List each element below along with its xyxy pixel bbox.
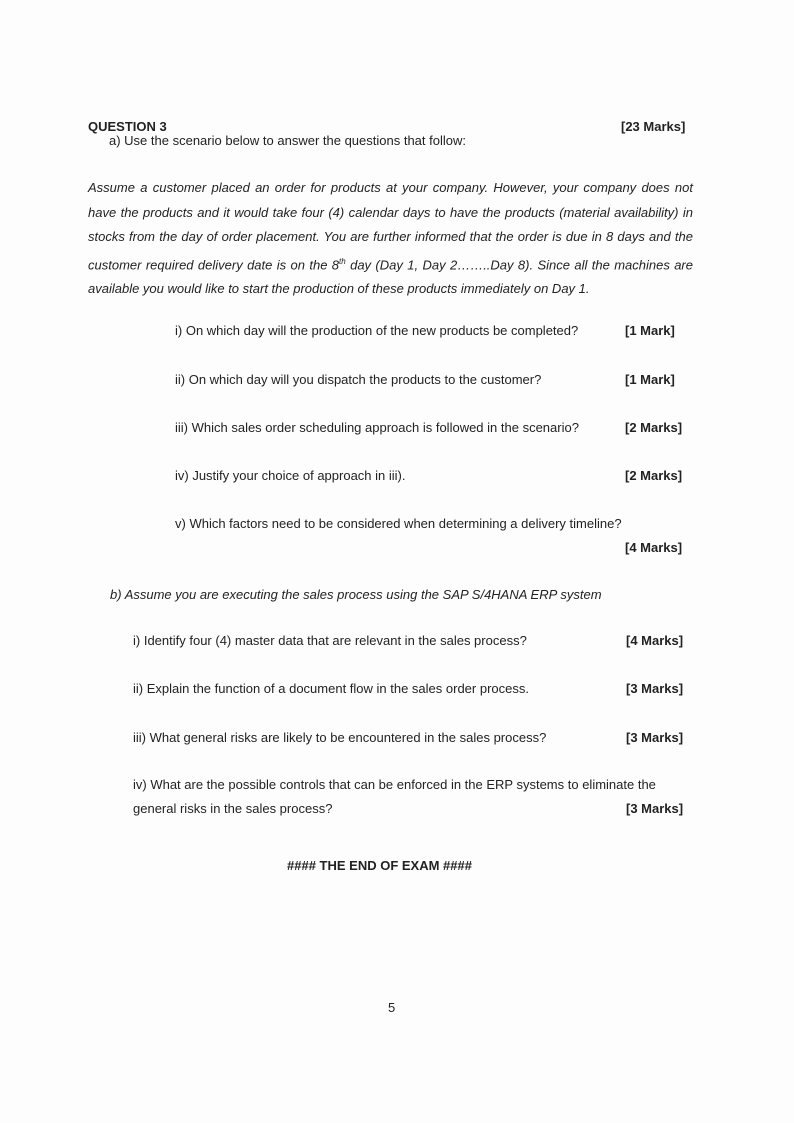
question-b-iv-line1: iv) What are the possible controls that can be enforced in the ERP systems to eliminate the (133, 777, 656, 792)
scenario-text-cont: day (Day 1, Day 2……..Day 8). Since all the machines are available you would like to start the production of these products immediately on Day 1. (88, 256, 693, 297)
marks-b-iii: [3 Marks] (626, 730, 684, 745)
question-a-i: i) On which day will the production of the new products be completed? (175, 323, 579, 338)
marks-b-i: [4 Marks] (626, 633, 684, 648)
question-title: QUESTION 3 (88, 119, 167, 134)
question-a-v: v) Which factors need to be considered when determining a delivery timeline? (175, 516, 622, 531)
question-b-i: i) Identify four (4) master data that are relevant in the sales process? (133, 633, 527, 648)
scenario-paragraph (88, 176, 693, 302)
scenario-text: Assume a customer placed an order for products at your company. However, your company does not have the products and it would take four (4) calendar days to have the products (material availability) in stocks from the day of order placement. You are further informed that the order is due in 8 days and the customer required delivery date is on the 8 (88, 180, 693, 272)
question-b-ii: ii) Explain the function of a document flow in the sales order process. (133, 681, 529, 696)
page-number: 5 (388, 1000, 396, 1015)
marks-a-ii: [1 Mark] (625, 372, 675, 387)
marks-a-v: [4 Marks] (625, 540, 683, 555)
marks-a-i: [1 Mark] (625, 323, 675, 338)
marks-b-ii: [3 Marks] (626, 681, 684, 696)
part-a-intro: a) Use the scenario below to answer the questions that follow: (109, 133, 466, 148)
question-a-ii: ii) On which day will you dispatch the products to the customer? (175, 372, 542, 387)
question-b-iii: iii) What general risks are likely to be encountered in the sales process? (133, 730, 547, 745)
question-total-marks: [23 Marks] (621, 119, 686, 134)
end-of-exam: #### THE END OF EXAM #### (287, 858, 472, 873)
question-b-iv-line2: general risks in the sales process? (133, 801, 333, 816)
question-a-iii: iii) Which sales order scheduling approach is followed in the scenario? (175, 420, 579, 435)
marks-b-iv: [3 Marks] (626, 801, 684, 816)
question-a-iv: iv) Justify your choice of approach in iii). (175, 468, 406, 483)
part-b-intro: b) Assume you are executing the sales process using the SAP S/4HANA ERP system (110, 587, 602, 602)
superscript: th (339, 256, 346, 266)
marks-a-iv: [2 Marks] (625, 468, 683, 483)
marks-a-iii: [2 Marks] (625, 420, 683, 435)
